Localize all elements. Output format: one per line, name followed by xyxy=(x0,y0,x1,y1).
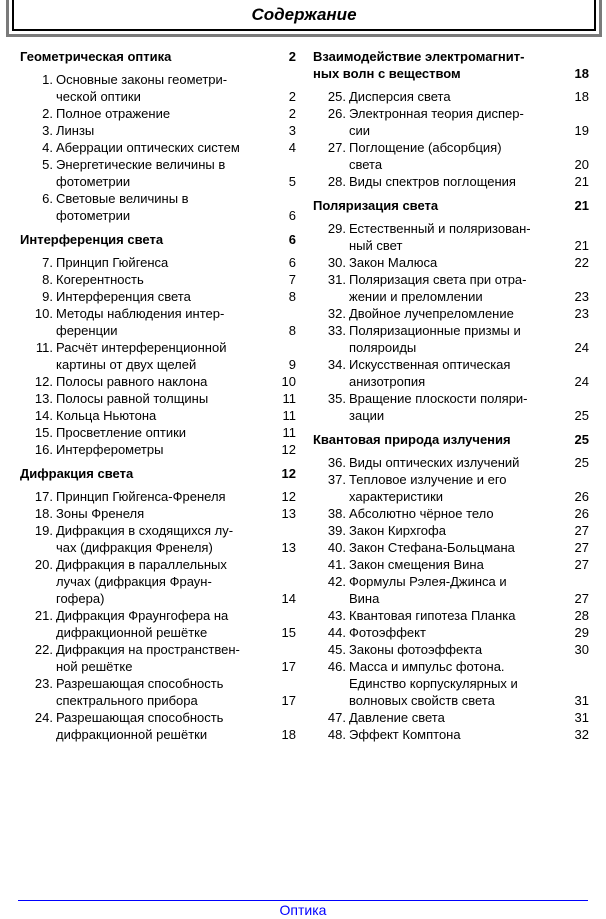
toc-entry[interactable] xyxy=(313,522,589,539)
toc-section-heading[interactable] xyxy=(20,231,296,248)
entry-title: Масса и импульс фотона. Единство корпускулярных и волновых свойств света xyxy=(349,659,518,708)
entry-page-number: 10 xyxy=(281,374,296,389)
entry-number: 45. xyxy=(327,642,346,657)
toc-entry[interactable] xyxy=(20,424,296,441)
toc-entry[interactable] xyxy=(20,105,296,122)
toc-entry[interactable] xyxy=(313,726,589,743)
entry-title: Дифракция Фраунгофера на дифракционной решётке xyxy=(56,608,229,640)
toc-entry[interactable] xyxy=(20,288,296,305)
toc-entry[interactable] xyxy=(20,522,296,556)
toc-entry[interactable] xyxy=(313,709,589,726)
entry-number: 7. xyxy=(42,255,53,270)
toc-entry[interactable] xyxy=(20,407,296,424)
section-title: Квантовая природа излучения xyxy=(313,432,511,447)
entry-number: 32. xyxy=(327,306,346,321)
entry-page-number: 29 xyxy=(574,625,589,640)
section-title: Взаимодействие электромагнит- ных волн с веществом xyxy=(313,49,525,81)
toc-entry[interactable] xyxy=(313,607,589,624)
entry-title: Полосы равного наклона xyxy=(56,374,208,389)
entry-title: Полное отражение xyxy=(56,106,171,121)
entry-page-number: 28 xyxy=(574,608,589,623)
toc-entry[interactable] xyxy=(20,254,296,271)
entry-page-number: 12 xyxy=(281,442,296,457)
entry-page-number: 27 xyxy=(574,540,589,555)
entry-page-number: 17 xyxy=(281,659,296,674)
entry-title: Разрешающая способность спектрального прибора xyxy=(56,676,224,708)
toc-entry[interactable] xyxy=(313,539,589,556)
entry-page-number: 7 xyxy=(288,272,296,287)
toc-section xyxy=(313,48,589,190)
entry-number: 30. xyxy=(327,255,346,270)
entry-title: Искусственная оптическая анизотропия xyxy=(349,357,511,389)
page-title: Содержание xyxy=(12,0,596,31)
section-title: Дифракция света xyxy=(20,466,134,481)
entry-page-number: 13 xyxy=(281,506,296,521)
entry-title: Световые величины в фотометрии xyxy=(56,191,189,223)
entry-number: 38. xyxy=(327,506,346,521)
toc-entry[interactable] xyxy=(313,505,589,522)
entry-page-number: 26 xyxy=(574,506,589,521)
toc-entry[interactable] xyxy=(313,173,589,190)
entry-title: Интерференция света xyxy=(56,289,191,304)
entry-page-number: 13 xyxy=(281,540,296,555)
entry-page-number: 22 xyxy=(574,255,589,270)
entry-title: Формулы Рэлея-Джинса и Вина xyxy=(349,574,507,606)
toc-entry[interactable] xyxy=(313,322,589,356)
toc-section xyxy=(20,231,296,458)
entry-page-number: 24 xyxy=(574,374,589,389)
entry-number: 5. xyxy=(42,157,53,172)
entry-page-number: 21 xyxy=(574,238,589,253)
entry-title: Тепловое излучение и его характеристики xyxy=(349,472,507,504)
toc-entry[interactable] xyxy=(20,156,296,190)
toc-section-heading[interactable] xyxy=(20,465,296,482)
entry-title: Поглощение (абсорбция) света xyxy=(349,140,502,172)
entry-page-number: 18 xyxy=(281,727,296,742)
entry-title: Просветление оптики xyxy=(56,425,187,440)
entry-number: 27. xyxy=(327,140,346,155)
entry-number: 12. xyxy=(34,374,53,389)
entry-page-number: 3 xyxy=(288,123,296,138)
entry-title: Энергетические величины в фотометрии xyxy=(56,157,226,189)
entry-title: Зоны Френеля xyxy=(56,506,145,521)
entry-number: 15. xyxy=(34,425,53,440)
entry-title: Принцип Гюйгенса-Френеля xyxy=(56,489,226,504)
toc-section-heading[interactable] xyxy=(313,197,589,214)
entry-page-number: 19 xyxy=(574,123,589,138)
entry-title: Аберрации оптических систем xyxy=(56,140,240,155)
toc-entry[interactable] xyxy=(20,709,296,743)
entry-page-number: 11 xyxy=(282,425,296,440)
toc-section xyxy=(313,197,589,424)
toc-section-heading[interactable] xyxy=(313,431,589,448)
toc-entry[interactable] xyxy=(20,505,296,522)
entry-title: Методы наблюдения интер- ференции xyxy=(56,306,225,338)
entry-title: Виды спектров поглощения xyxy=(349,174,516,189)
entry-page-number: 11 xyxy=(282,391,296,406)
toc-entry[interactable] xyxy=(20,607,296,641)
entry-page-number: 8 xyxy=(288,323,296,338)
entry-number: 29. xyxy=(327,221,346,236)
toc-entry[interactable] xyxy=(20,488,296,505)
entry-title: Виды оптических излучений xyxy=(349,455,520,470)
entry-page-number: 2 xyxy=(288,106,296,121)
entry-page-number: 17 xyxy=(281,693,296,708)
entry-page-number: 30 xyxy=(574,642,589,657)
entry-title: Закон Малюса xyxy=(349,255,438,270)
toc-column-left xyxy=(20,48,296,743)
entry-number: 43. xyxy=(327,608,346,623)
entry-page-number: 27 xyxy=(574,523,589,538)
entry-number: 47. xyxy=(327,710,346,725)
toc-entry[interactable] xyxy=(313,356,589,390)
entry-title: Электронная теория диспер- сии xyxy=(349,106,524,138)
title-frame xyxy=(6,0,602,37)
toc-section-heading[interactable] xyxy=(20,48,296,65)
toc-entry[interactable] xyxy=(313,658,589,709)
entry-number: 40. xyxy=(327,540,346,555)
entry-title: Законы фотоэффекта xyxy=(349,642,483,657)
toc-entry[interactable] xyxy=(20,556,296,607)
toc-entry[interactable] xyxy=(313,624,589,641)
toc-entry[interactable] xyxy=(20,190,296,224)
toc-entry[interactable] xyxy=(20,122,296,139)
entry-page-number: 27 xyxy=(574,557,589,572)
entry-page-number: 12 xyxy=(281,489,296,504)
entry-number: 4. xyxy=(42,140,53,155)
entry-title: Дифракция в сходящихся лу- чах (дифракция Френеля) xyxy=(56,523,234,555)
section-page-number: 18 xyxy=(574,66,589,81)
entry-number: 33. xyxy=(327,323,346,338)
toc-section xyxy=(313,431,589,743)
entry-title: Линзы xyxy=(56,123,95,138)
entry-number: 3. xyxy=(42,123,53,138)
entry-page-number: 18 xyxy=(574,89,589,104)
entry-page-number: 11 xyxy=(282,408,296,423)
toc-entry[interactable] xyxy=(313,454,589,471)
toc-entry[interactable] xyxy=(313,305,589,322)
entry-title: Расчёт интерференционной картины от двух щелей xyxy=(56,340,227,372)
toc-entry[interactable] xyxy=(20,339,296,373)
entry-title: Интерферометры xyxy=(56,442,164,457)
entry-title: Двойное лучепреломление xyxy=(349,306,514,321)
entry-page-number: 26 xyxy=(574,489,589,504)
entry-number: 18. xyxy=(34,506,53,521)
entry-title: Полосы равной толщины xyxy=(56,391,209,406)
entry-title: Закон Стефана-Больцмана xyxy=(349,540,515,555)
entry-page-number: 23 xyxy=(574,289,589,304)
entry-number: 48. xyxy=(327,727,346,742)
entry-number: 20. xyxy=(34,557,53,572)
toc-entry[interactable] xyxy=(20,675,296,709)
toc-column-right xyxy=(313,48,589,743)
entry-page-number: 24 xyxy=(574,340,589,355)
entry-page-number: 31 xyxy=(574,710,589,725)
entry-page-number: 6 xyxy=(288,255,296,270)
toc-entry[interactable] xyxy=(313,641,589,658)
entry-page-number: 2 xyxy=(288,89,296,104)
entry-number: 13. xyxy=(34,391,53,406)
toc-entry[interactable] xyxy=(313,220,589,254)
entry-page-number: 6 xyxy=(288,208,296,223)
entry-page-number: 9 xyxy=(288,357,296,372)
toc-entry[interactable] xyxy=(20,305,296,339)
entry-page-number: 31 xyxy=(574,693,589,708)
entry-number: 42. xyxy=(327,574,346,589)
entry-page-number: 4 xyxy=(288,140,296,155)
section-page-number: 25 xyxy=(574,432,589,447)
entry-title: Основные законы геометри- ческой оптики xyxy=(56,72,228,104)
entry-title: Естественный и поляризован- ный свет xyxy=(349,221,531,253)
entry-title: Когерентность xyxy=(56,272,144,287)
entry-page-number: 8 xyxy=(288,289,296,304)
entry-page-number: 14 xyxy=(281,591,296,606)
entry-number: 24. xyxy=(34,710,53,725)
entry-number: 39. xyxy=(327,523,346,538)
entry-number: 22. xyxy=(34,642,53,657)
entry-title: Закон Кирхгофа xyxy=(349,523,446,538)
entry-title: Поляризационные призмы и поляроиды xyxy=(349,323,521,355)
toc-entry[interactable] xyxy=(313,556,589,573)
entry-title: Закон смещения Вина xyxy=(349,557,484,572)
entry-title: Дифракция в параллельных лучах (дифракция Фраун- гофера) xyxy=(56,557,227,606)
entry-page-number: 21 xyxy=(574,174,589,189)
section-title: Интерференция света xyxy=(20,232,164,247)
entry-number: 21. xyxy=(34,608,53,623)
footer-divider xyxy=(18,900,588,901)
entry-number: 14. xyxy=(34,408,53,423)
toc-entry[interactable] xyxy=(313,88,589,105)
entry-number: 37. xyxy=(327,472,346,487)
entry-number: 25. xyxy=(327,89,346,104)
entry-title: Разрешающая способность дифракционной решётки xyxy=(56,710,224,742)
entry-number: 2. xyxy=(42,106,53,121)
entry-number: 16. xyxy=(34,442,53,457)
entry-number: 34. xyxy=(327,357,346,372)
entry-number: 1. xyxy=(42,72,53,87)
entry-number: 35. xyxy=(327,391,346,406)
toc-entry[interactable] xyxy=(20,373,296,390)
entry-page-number: 25 xyxy=(574,408,589,423)
section-page-number: 6 xyxy=(288,232,296,247)
section-page-number: 21 xyxy=(574,198,589,213)
toc-entry[interactable] xyxy=(313,139,589,173)
entry-title: Фотоэффект xyxy=(349,625,426,640)
toc-entry[interactable] xyxy=(20,139,296,156)
toc-section xyxy=(20,48,296,224)
entry-number: 9. xyxy=(42,289,53,304)
toc-entry[interactable] xyxy=(20,641,296,675)
entry-number: 8. xyxy=(42,272,53,287)
entry-title: Принцип Гюйгенса xyxy=(56,255,169,270)
entry-number: 44. xyxy=(327,625,346,640)
section-title: Поляризация света xyxy=(313,198,439,213)
entry-number: 41. xyxy=(327,557,346,572)
entry-title: Давление света xyxy=(349,710,445,725)
toc-entry[interactable] xyxy=(20,390,296,407)
entry-number: 26. xyxy=(327,106,346,121)
entry-page-number: 5 xyxy=(288,174,296,189)
entry-title: Вращение плоскости поляри- зации xyxy=(349,391,528,423)
entry-page-number: 25 xyxy=(574,455,589,470)
entry-page-number: 32 xyxy=(574,727,589,742)
toc-entry[interactable] xyxy=(313,254,589,271)
entry-title: Квантовая гипотеза Планка xyxy=(349,608,516,623)
section-page-number: 2 xyxy=(288,49,296,64)
toc-entry[interactable] xyxy=(20,271,296,288)
entry-page-number: 27 xyxy=(574,591,589,606)
entry-page-number: 15 xyxy=(281,625,296,640)
entry-number: 10. xyxy=(34,306,53,321)
toc-entry[interactable] xyxy=(313,105,589,139)
toc-entry[interactable] xyxy=(313,271,589,305)
entry-number: 17. xyxy=(34,489,53,504)
toc-section xyxy=(20,465,296,743)
entry-number: 28. xyxy=(327,174,346,189)
entry-number: 11. xyxy=(35,340,53,355)
entry-number: 46. xyxy=(327,659,346,674)
entry-number: 23. xyxy=(34,676,53,691)
entry-number: 6. xyxy=(42,191,53,206)
toc-entry[interactable] xyxy=(313,573,589,607)
entry-number: 31. xyxy=(327,272,346,287)
entry-title: Эффект Комптона xyxy=(349,727,461,742)
entry-title: Дисперсия света xyxy=(349,89,451,104)
entry-number: 19. xyxy=(34,523,53,538)
footer-title: Оптика xyxy=(279,902,327,918)
entry-page-number: 20 xyxy=(574,157,589,172)
entry-page-number: 23 xyxy=(574,306,589,321)
toc-section-heading[interactable] xyxy=(313,48,589,82)
entry-title: Кольца Ньютона xyxy=(56,408,157,423)
entry-title: Абсолютно чёрное тело xyxy=(349,506,494,521)
section-title: Геометрическая оптика xyxy=(20,49,172,64)
toc-entry[interactable] xyxy=(20,441,296,458)
section-page-number: 12 xyxy=(281,466,296,481)
entry-number: 36. xyxy=(327,455,346,470)
entry-title: Поляризация света при отра- жении и преломлении xyxy=(349,272,527,304)
toc-entry[interactable] xyxy=(313,390,589,424)
toc-entry[interactable] xyxy=(20,71,296,105)
toc-entry[interactable] xyxy=(313,471,589,505)
entry-title: Дифракция на пространствен- ной решётке xyxy=(56,642,240,674)
